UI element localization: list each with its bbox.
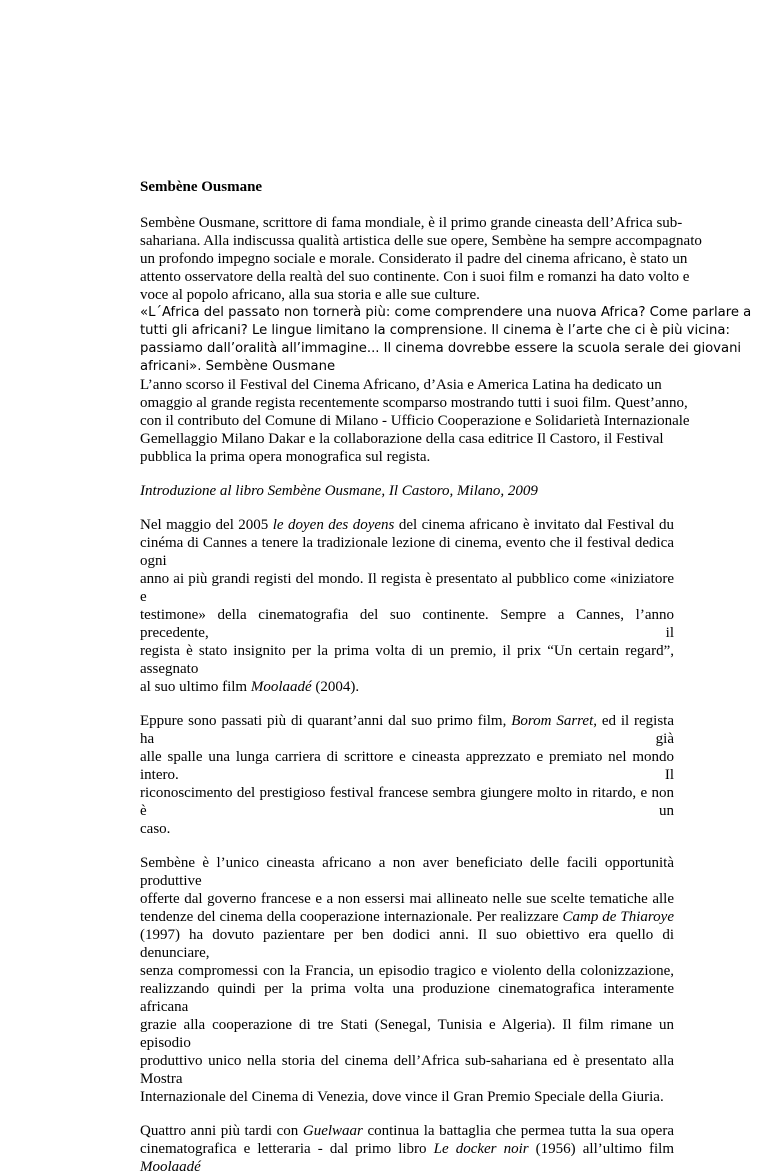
text-line: alle spalle una lunga carriera di scrittore e cineasta apprezzato e premiato nel mondo intero. Il	[140, 749, 674, 783]
text-line: (1997) ha dovuto pazientare per ben dodici anni. Il suo obiettivo era quello di denunciare,	[140, 927, 674, 961]
document-page	[140, 178, 752, 1176]
quote-line: africani». Sembène Ousmane	[140, 359, 336, 374]
text-line: omaggio al grande regista recentemente scomparso mostrando tutti i suoi film. Quest’anno,	[140, 395, 688, 411]
text-line: anno ai più grandi registi del mondo. Il regista è presentato al pubblico come «iniziatore e	[140, 571, 674, 605]
text-line: Sembène è l’unico cineasta africano a non aver beneficiato delle facili opportunità produttive	[140, 855, 674, 889]
quote-line: passiamo dall’oralità all’immagine... Il cinema dovrebbe essere la scuola serale dei giovani	[140, 341, 742, 356]
text-line: Quattro anni più tardi con Guelwaar continua la battaglia che permea tutta la sua opera	[140, 1123, 674, 1139]
text-line: tendenze del cinema della cooperazione internazionale. Per realizzare Camp de Thiaroye	[140, 909, 674, 925]
text-line: al suo ultimo film Moolaadé (2004).	[140, 679, 360, 695]
quote-line: tutti gli africani? Le lingue limitano la comprensione. Il cinema è l’arte che ci è più vicina:	[140, 323, 730, 338]
text-line: con il contributo del Comune di Milano - Ufficio Cooperazione e Solidarietà Internazionale	[140, 413, 690, 429]
festival-paragraph	[140, 376, 690, 466]
text-line: voce al popolo africano, alla sua storia e alle sue culture.	[140, 287, 480, 303]
text-line: Sembène Ousmane, scrittore di fama mondiale, è il primo grande cineasta dell’Africa sub-	[140, 215, 683, 231]
text-line: un profondo impegno sociale e morale. Considerato il padre del cinema africano, è stato un	[140, 251, 688, 267]
document-title: Sembène Ousmane	[140, 179, 263, 195]
text-line: riconoscimento del prestigioso festival francese sembra giungere molto in ritardo, e non è un	[140, 785, 674, 819]
career-paragraph	[140, 712, 674, 838]
intro-paragraph	[140, 214, 702, 304]
quote-line: «L´Africa del passato non tornerà più: come comprendere una nuova Africa? Come parlare a	[140, 305, 752, 320]
ousmane-quote	[140, 304, 752, 376]
guelwaar-paragraph	[140, 1122, 674, 1176]
text-line: senza compromessi con la Francia, un episodio tragico e violento della colonizzazione,	[140, 963, 674, 979]
text-line: cinematografica e letteraria - dal primo libro Le docker noir (1956) all’ultimo film Moolaadé	[140, 1141, 674, 1175]
text-line: L’anno scorso il Festival del Cinema Africano, d’Asia e America Latina ha dedicato un	[140, 377, 662, 393]
text-line: offerte dal governo francese e a non essersi mai allineato nelle sue scelte tematiche alle	[140, 891, 674, 907]
text-line: Eppure sono passati più di quarant’anni dal suo primo film, Borom Sarret, ed il regista ha già	[140, 713, 674, 747]
text-line: pubblica la prima opera monografica sul regista.	[140, 449, 431, 465]
text-line: Internazionale del Cinema di Venezia, dove vince il Gran Premio Speciale della Giuria.	[140, 1089, 664, 1105]
text-line: Gemellaggio Milano Dakar e la collaborazione della casa editrice Il Castoro, il Festival	[140, 431, 664, 447]
text-line: cinéma di Cannes a tenere la tradizionale lezione di cinema, evento che il festival dedica ogni	[140, 535, 674, 569]
text-line: caso.	[140, 821, 171, 837]
text-line: Nel maggio del 2005 le doyen des doyens del cinema africano è invitato dal Festival du	[140, 517, 674, 533]
text-line: testimone» della cinematografia del suo continente. Sempre a Cannes, l’anno precedente, il	[140, 607, 674, 641]
text-line: produttivo unico nella storia del cinema dell’Africa sub-sahariana ed è presentato alla Mostra	[140, 1053, 674, 1087]
book-subtitle: Introduzione al libro Sembène Ousmane, Il Castoro, Milano, 2009	[140, 483, 538, 499]
text-line: grazie alla cooperazione di tre Stati (Senegal, Tunisia e Algeria). Il film rimane un episodio	[140, 1017, 674, 1051]
text-line: realizzando quindi per la prima volta una produzione cinematografica interamente africana	[140, 981, 674, 1015]
text-line: sahariana. Alla indiscussa qualità artistica delle sue opere, Sembène ha sempre accompagnato	[140, 233, 702, 249]
text-line: attento osservatore della realtà del suo continente. Con i suoi film e romanzi ha dato volto e	[140, 269, 690, 285]
thiaroye-paragraph	[140, 854, 674, 1106]
cannes-paragraph	[140, 516, 674, 696]
text-line: regista è stato insignito per la prima volta di un premio, il prix “Un certain regard”, assegnato	[140, 643, 674, 677]
